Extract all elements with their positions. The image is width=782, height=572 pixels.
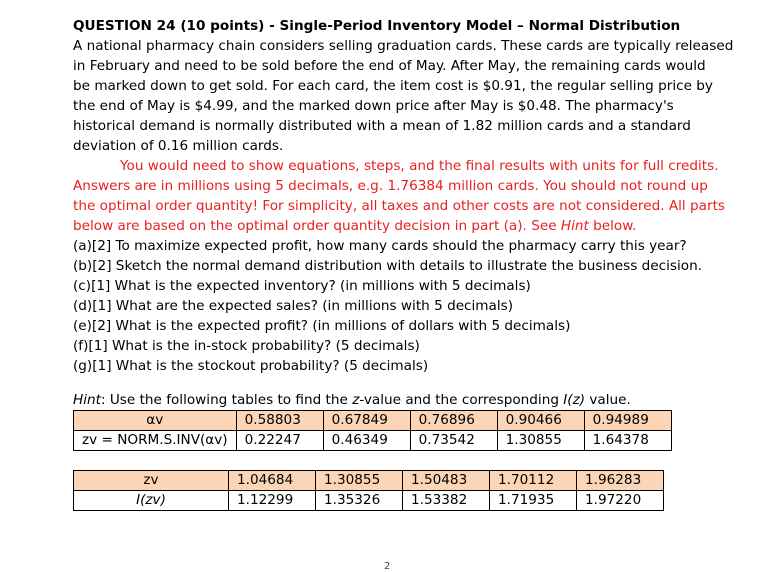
instruction-text: below are based on the optimal order quantity decision in part (a). See (73, 218, 561, 234)
part-f: (f)[1] What is the in-stock probability? (5 decimals) (73, 338, 420, 354)
table-header-label: zv (74, 471, 229, 491)
hint-iz: I(z) (563, 392, 586, 408)
table-cell: 1.53382 (403, 491, 490, 511)
table-row-label: zv = NORM.S.INV(αv) (74, 431, 237, 451)
table-cell: 0.76896 (410, 411, 497, 431)
paragraph-line: the end of May is $4.99, and the marked down price after May is $0.48. The pharmacy's (73, 98, 674, 114)
instruction-hint-word: Hint (560, 218, 589, 234)
table-cell: 0.22247 (236, 431, 323, 451)
alpha-z-table (73, 410, 672, 451)
table-cell: 1.30855 (497, 431, 584, 451)
table-cell: 1.71935 (490, 491, 577, 511)
part-a: (a)[2] To maximize expected profit, how many cards should the pharmacy carry this year? (73, 238, 687, 254)
part-d: (d)[1] What are the expected sales? (in millions with 5 decimals) (73, 298, 514, 314)
table-cell: 0.46349 (323, 431, 410, 451)
table-cell: 1.12299 (229, 491, 316, 511)
hint-line (73, 390, 733, 410)
instruction-line (73, 216, 733, 236)
table-cell: 0.58803 (236, 411, 323, 431)
part-g: (g)[1] What is the stockout probability? (5 decimals) (73, 358, 429, 374)
paragraph-line: in February and need to be sold before the end of May. After May, the remaining cards would (73, 58, 706, 74)
table-header-row (74, 471, 664, 491)
question-document (73, 16, 733, 410)
part-b: (b)[2] Sketch the normal demand distribution with details to illustrate the business decision. (73, 258, 703, 274)
hint-text-c: value. (585, 392, 631, 408)
paragraph-line: historical demand is normally distributed with a mean of 1.82 million cards and a standard (73, 118, 691, 134)
table-header-row (74, 411, 672, 431)
instruction-line: Answers are in millions using 5 decimals, e.g. 1.76384 million cards. You should not round up (73, 178, 708, 194)
table-cell: 1.64378 (584, 431, 671, 451)
table-row (74, 431, 672, 451)
hint-label: Hint (73, 392, 101, 408)
part-e: (e)[2] What is the expected profit? (in millions of dollars with 5 decimals) (73, 318, 571, 334)
iz-label: I(zv) (136, 492, 166, 508)
z-iz-table (73, 470, 664, 511)
instruction-tail: below. (588, 218, 637, 234)
table-cell: 0.67849 (323, 411, 410, 431)
table-row-label (74, 491, 229, 511)
table-header-label: αv (74, 411, 237, 431)
paragraph-line: deviation of 0.16 million cards. (73, 138, 284, 154)
table-cell: 1.96283 (577, 471, 664, 491)
hint-z: z (352, 392, 360, 408)
table-row (74, 491, 664, 511)
table-cell: 0.90466 (497, 411, 584, 431)
table-cell: 0.94989 (584, 411, 671, 431)
table-cell: 1.30855 (316, 471, 403, 491)
question-title: QUESTION 24 (10 points) - Single-Period Inventory Model – Normal Distribution (73, 18, 681, 34)
table-cell: 1.50483 (403, 471, 490, 491)
instruction-line: You would need to show equations, steps, and the final results with units for full credits. (120, 158, 719, 174)
table-cell: 1.35326 (316, 491, 403, 511)
part-c: (c)[1] What is the expected inventory? (in millions with 5 decimals) (73, 278, 531, 294)
page-number: 2 (384, 561, 391, 572)
table-cell: 1.04684 (229, 471, 316, 491)
instruction-line: the optimal order quantity! For simplicity, all taxes and other costs are not considered. All parts (73, 198, 725, 214)
paragraph-line: be marked down to get sold. For each card, the item cost is $0.91, the regular selling price by (73, 78, 713, 94)
table-cell: 1.97220 (577, 491, 664, 511)
hint-text-a: : Use the following tables to find the (100, 392, 353, 408)
table-cell: 0.73542 (410, 431, 497, 451)
hint-text-b: -value and the corresponding (359, 392, 564, 408)
paragraph-line: A national pharmacy chain considers selling graduation cards. These cards are typically released (73, 38, 734, 54)
table-cell: 1.70112 (490, 471, 577, 491)
